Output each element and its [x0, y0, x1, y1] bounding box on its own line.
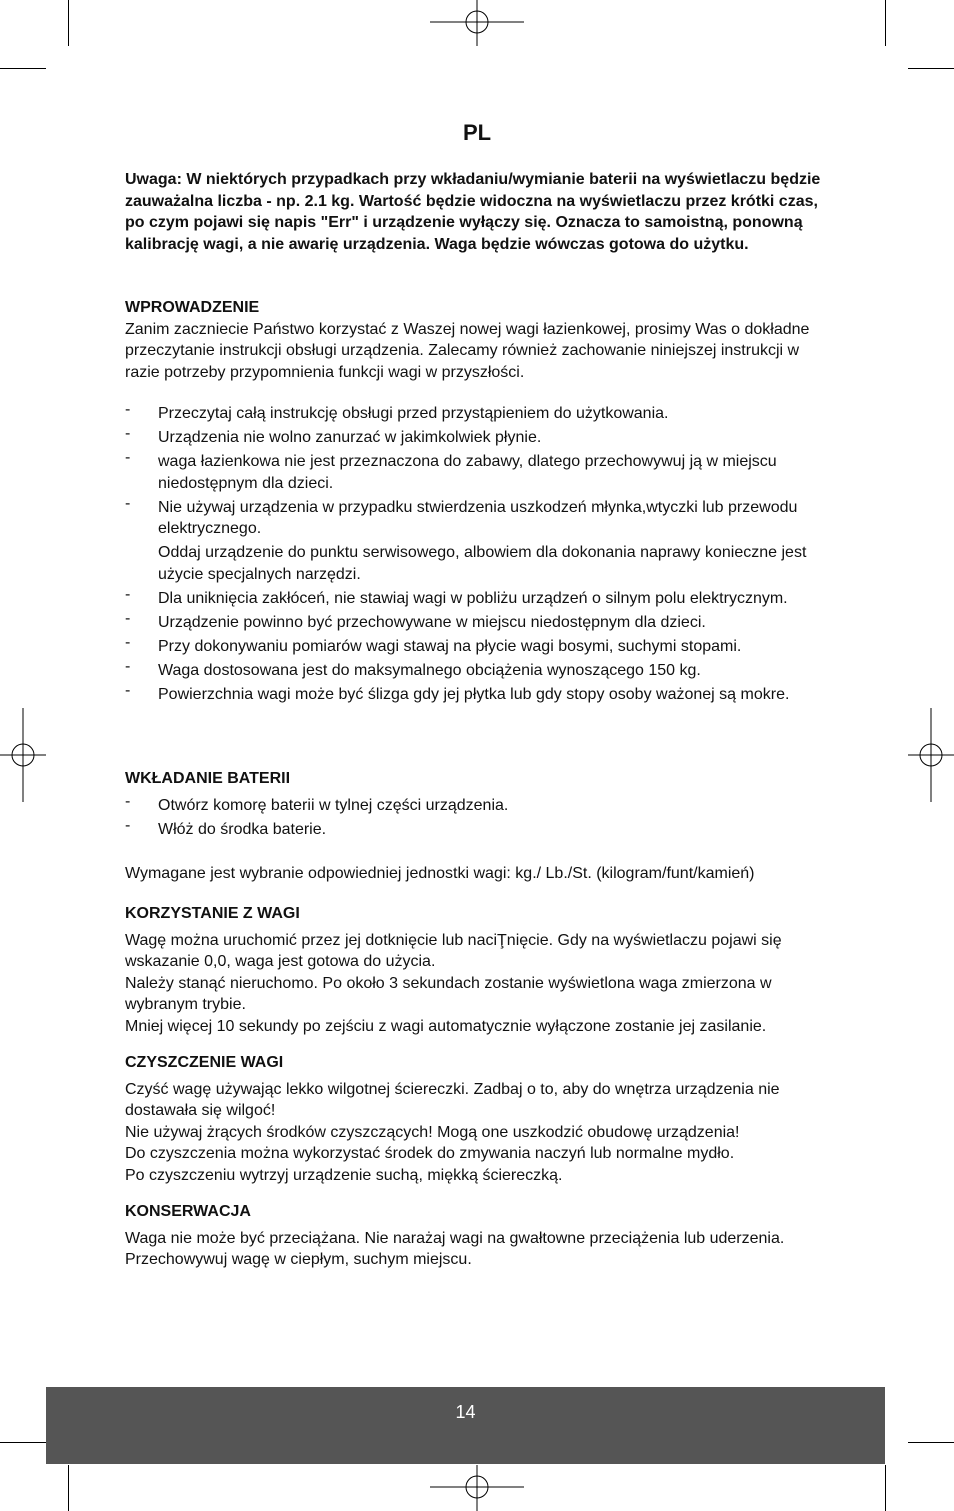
dash-bullet: - — [125, 449, 131, 466]
list-item-text: Powierzchnia wagi może być ślizga gdy jej płytka lub gdy stopy osoby ważonej są mokre. — [158, 685, 790, 703]
section-usage — [125, 903, 830, 1037]
list-item — [125, 494, 830, 540]
list-item — [125, 585, 830, 610]
dash-bullet: - — [125, 585, 131, 603]
dash-bullet: - — [125, 792, 131, 810]
dash-bullet: - — [125, 681, 131, 699]
list-item — [125, 792, 830, 817]
section-safety — [125, 403, 830, 708]
footer-bar — [46, 1387, 885, 1464]
list-item-text: waga łazienkowa nie jest przeznaczona do zabawy, dlatego przechowywuj ją w miejscu niedostępnym dla dzieci. — [158, 453, 777, 492]
battery-note: Uwaga: W niektórych przypadkach przy wkładaniu/wymianie baterii na wyświetlaczu będzie zauważalna liczba - np. 2.1 kg. Wartość będzie widoczna na wyświetlaczu przez krótki czas, po czym pojawi się napis "Err" i urządzenie wyłączy się. Oznacza to samoistną, ponowną kalibrację wagi, a nie awarię urządzenia. Waga będzie wówczas gotowa do użytku. — [125, 171, 821, 253]
list-item-text: Nie używaj urządzenia w przypadku stwierdzenia uszkodzeń młynka,wtyczki lub przewodu elektrycznego. — [158, 498, 798, 537]
crop-mark — [68, 0, 69, 46]
section-text: Zanim zaczniecie Państwo korzystać z Waszej nowej wagi łazienkowej, prosimy Was o dokładne przeczytanie instrukcji obsługi urządzenia. Zalecamy również zachowanie niniejszej instrukcji w razie potrzeby przypomnienia funkcji wagi w przyszłości. — [125, 320, 810, 381]
list-item — [125, 451, 830, 494]
section-batteries — [125, 768, 830, 843]
section-heading: KORZYSTANIE Z WAGI — [125, 905, 300, 922]
battery-steps-list — [125, 792, 830, 841]
safety-list — [125, 403, 830, 705]
list-item-text: Urządzenia nie wolno zanurzać w jakimkolwiek płynie. — [158, 429, 542, 446]
dash-bullet: - — [125, 657, 131, 675]
crop-mark — [885, 1465, 886, 1511]
crop-mark — [885, 0, 886, 46]
list-item-text: Przy dokonywaniu pomiarów wagi stawaj na płycie wagi bosymi, suchymi stopami. — [158, 637, 742, 655]
list-item — [125, 816, 830, 841]
registration-mark-top — [430, 0, 524, 46]
list-item-text: Waga dostosowana jest do maksymalnego obciążenia wynoszącego 150 kg. — [158, 661, 701, 679]
section-maintenance — [125, 1201, 830, 1271]
list-item-text: Dla uniknięcia zakłóceń, nie stawiaj wagi w pobliżu urządzeń o silnym polu elektrycznym. — [158, 589, 788, 607]
registration-mark-bottom — [430, 1465, 524, 1511]
section-heading: KONSERWACJA — [125, 1203, 251, 1220]
section-cleaning — [125, 1052, 830, 1186]
registration-mark-left — [0, 708, 46, 802]
crop-mark — [908, 1442, 954, 1443]
section-text: Wagę można uruchomić przez jej dotknięcie lub naciŢnięcie. Gdy na wyświetlaczu pojawi się wskazanie 0,0, waga jest gotowa do użycia. Należy stanąć nieruchomo. Po około 3 sekundach zostanie wyświetlona waga zmierzona w wybranym trybie. Mniej więcej 10 sekundy po zejściu z wagi automatycznie wyłączone zostanie jej zasilanie. — [125, 931, 782, 1035]
list-item — [125, 657, 830, 682]
list-item — [125, 403, 830, 425]
section-text: Waga nie może być przeciążana. Nie narażaj wagi na gwałtowne przeciążenia lub uderzenia. Przechowywuj wagę w ciepłym, suchym miejscu. — [125, 1229, 785, 1268]
dash-bullet: - — [125, 494, 131, 512]
crop-mark — [68, 1465, 69, 1511]
crop-mark — [908, 68, 954, 69]
section-text: Czyść wagę używając lekko wilgotnej ściereczki. Zadbaj o to, aby do wnętrza urządzenia nie dostawała się wilgoć! Nie używaj żrących środków czyszczących! Mogą one uszkodzić obudowę urządzenia! Do czyszczenia można wykorzystać środek do zmywania naczyń lub normalne mydło. Po czyszczeniu wytrzyj urządzenie suchą, miękką ściereczką. — [125, 1080, 780, 1184]
section-introduction — [125, 297, 830, 383]
list-item-continuation — [125, 542, 830, 585]
crop-mark — [0, 1442, 46, 1443]
dash-bullet: - — [125, 633, 131, 651]
dash-bullet: - — [125, 401, 131, 418]
list-item-text: Włóż do środka baterie. — [158, 820, 327, 838]
language-heading: PL — [462, 120, 492, 145]
units-note: Wymagane jest wybranie odpowiedniej jednostki wagi: kg./ Lb./St. (kilogram/funt/kamień) — [125, 865, 755, 882]
list-item-text: Oddaj urządzenie do punktu serwisowego, albowiem dla dokonania naprawy konieczne jest użycie specjalnych narzędzi. — [158, 544, 807, 583]
section-heading: CZYSZCZENIE WAGI — [125, 1054, 284, 1071]
list-item-text: Przeczytaj całą instrukcję obsługi przed przystąpieniem do użytkowania. — [158, 405, 669, 422]
dash-bullet: - — [125, 816, 131, 834]
section-heading: WKŁADANIE BATERII — [125, 770, 291, 787]
section-heading: WPROWADZENIE — [125, 299, 260, 316]
dash-bullet: - — [125, 425, 131, 442]
list-item — [125, 609, 830, 634]
list-item — [125, 633, 830, 658]
list-item — [125, 427, 830, 449]
crop-mark — [0, 68, 46, 69]
list-item-text: Urządzenie powinno być przechowywane w miejscu niedostępnym dla dzieci. — [158, 613, 706, 631]
page-number: 14 — [455, 1402, 476, 1422]
dash-bullet: - — [125, 609, 131, 627]
list-item-text: Otwórz komorę baterii w tylnej części urządzenia. — [158, 796, 509, 814]
registration-mark-right — [908, 708, 954, 802]
list-item — [125, 681, 830, 706]
